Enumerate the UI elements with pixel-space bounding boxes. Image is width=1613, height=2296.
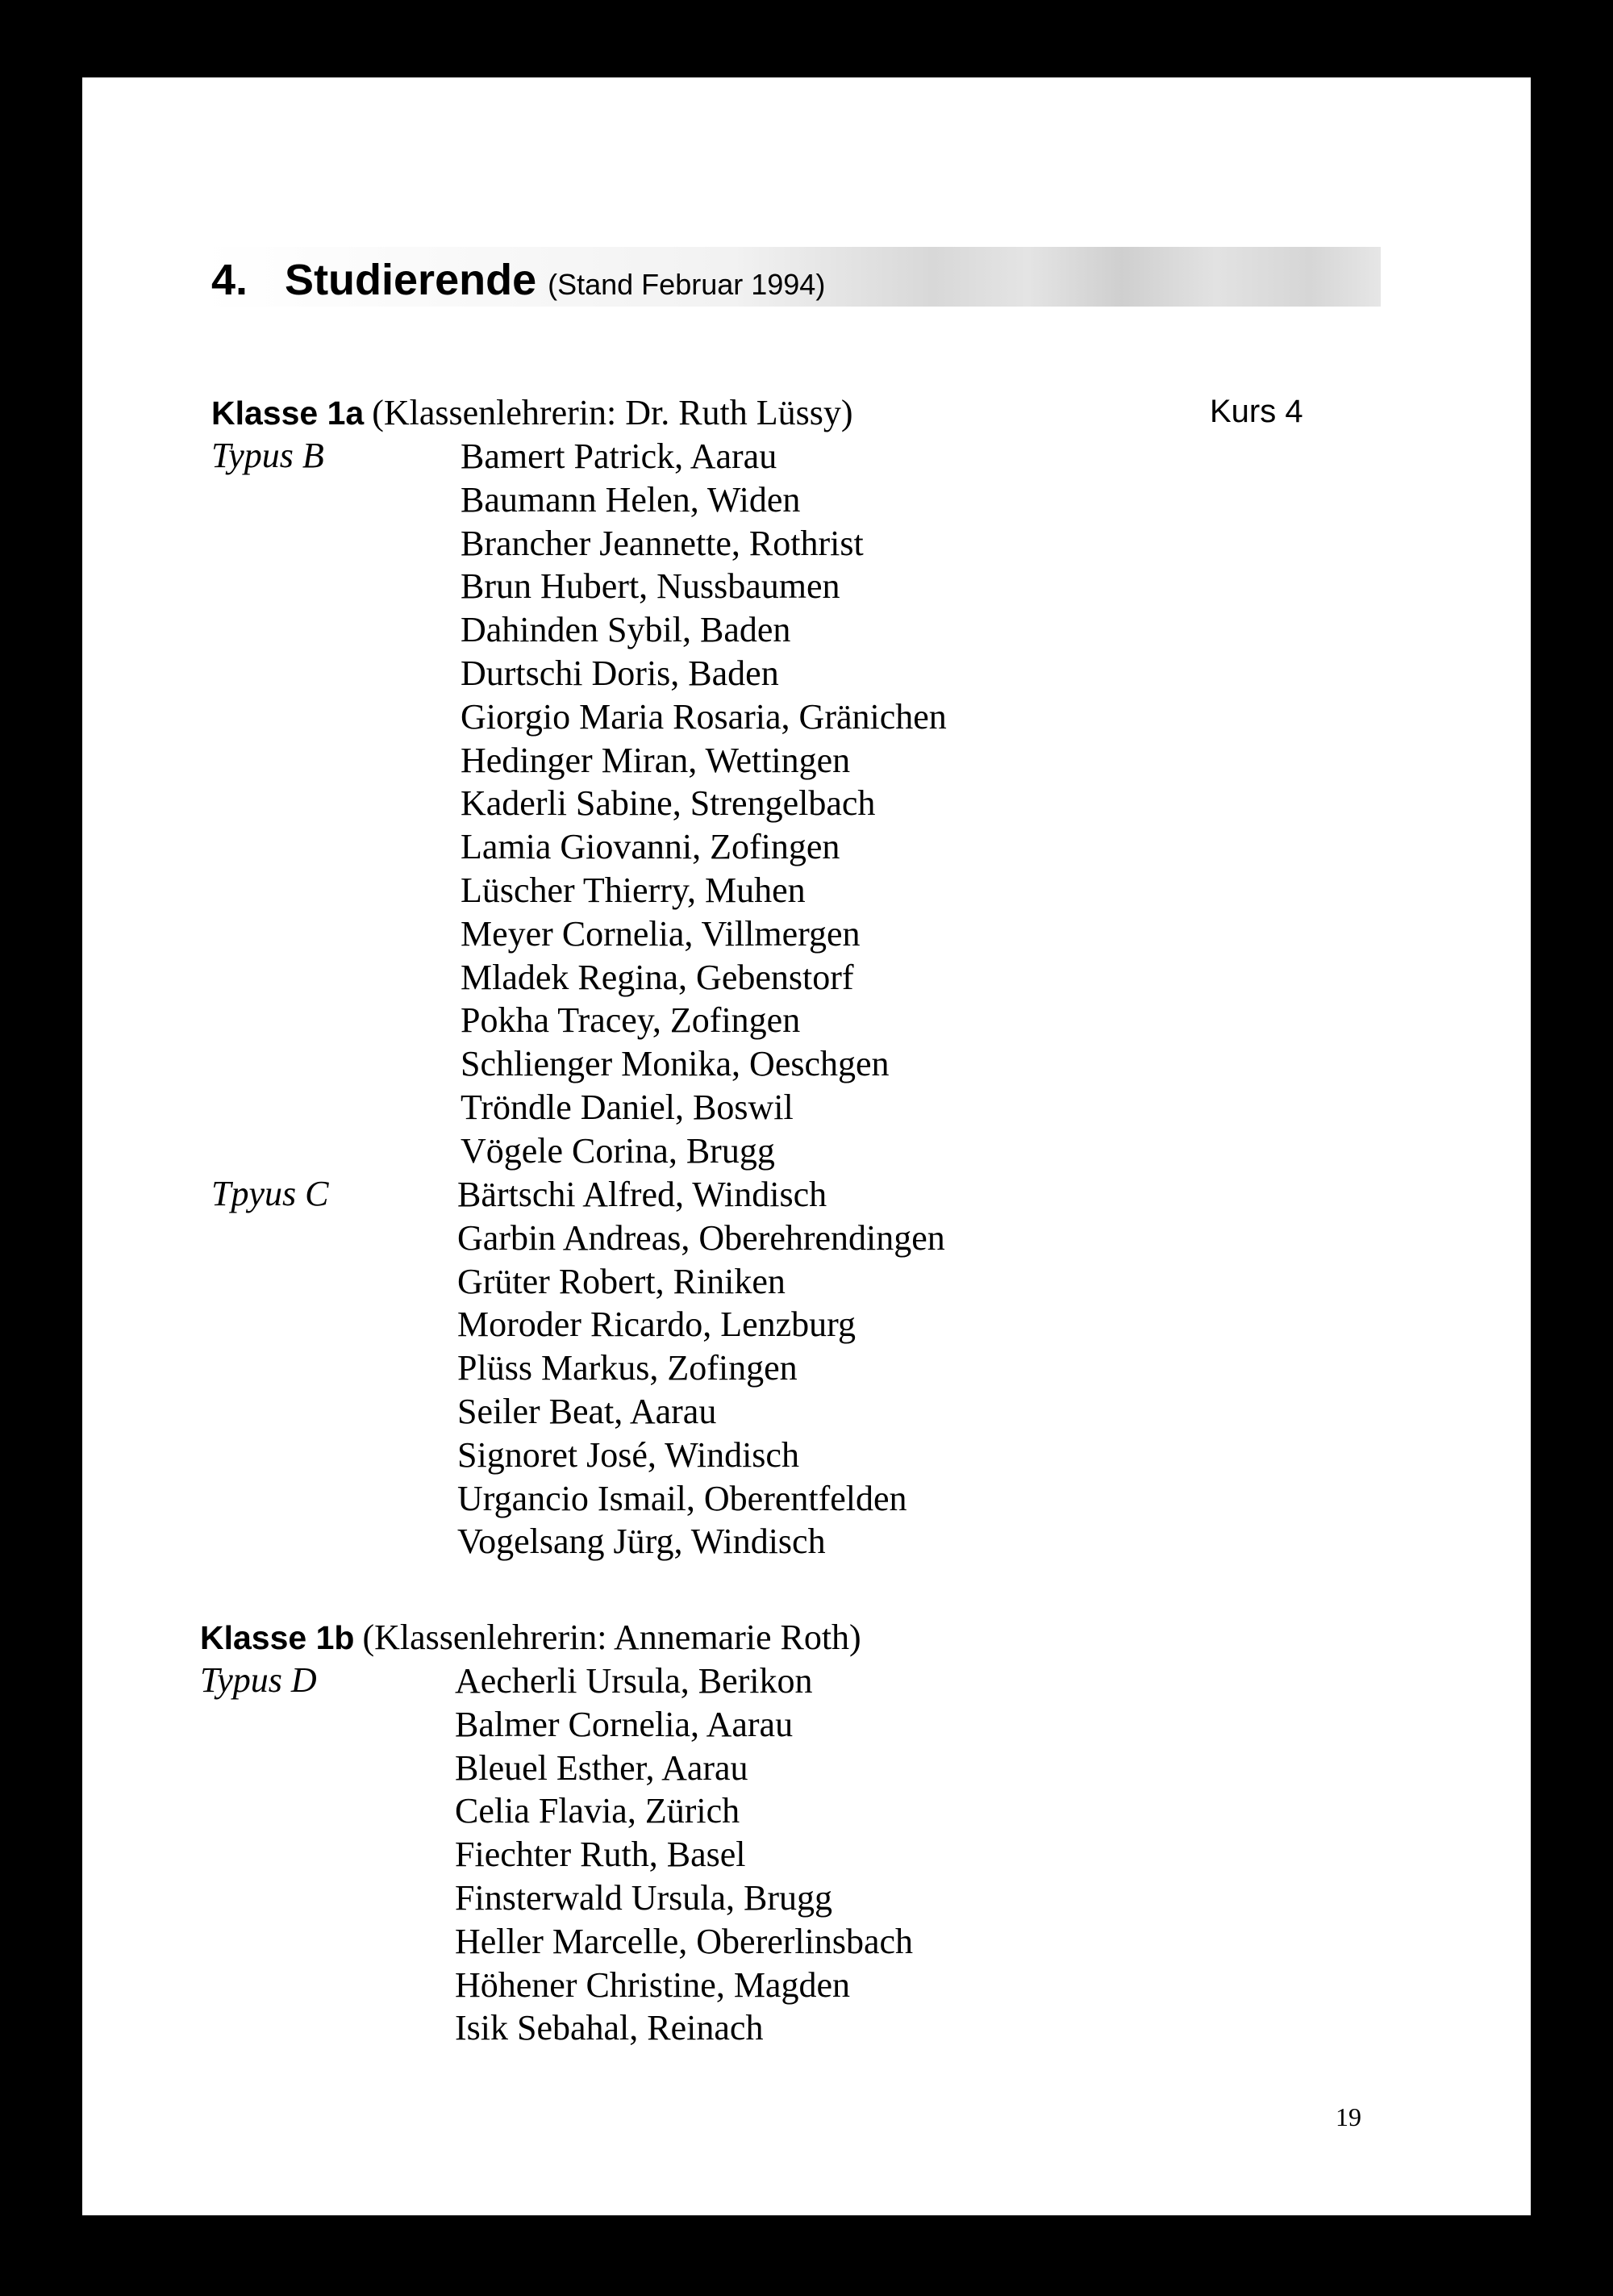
student-entry: Giorgio Maria Rosaria, Gränichen xyxy=(461,696,947,737)
student-entry: Schlienger Monika, Oeschgen xyxy=(461,1044,890,1084)
student-entry: Grüter Robert, Riniken xyxy=(457,1261,786,1301)
student-entry: Fiechter Ruth, Basel xyxy=(455,1835,746,1875)
class-1a-teacher: (Klassenlehrerin: Dr. Ruth Lüssy) xyxy=(372,393,853,432)
student-entry: Bärtschi Alfred, Windisch xyxy=(457,1175,827,1214)
student-entry: Vogelsang Jürg, Windisch xyxy=(457,1522,826,1562)
student-entry: Celia Flavia, Zürich xyxy=(455,1791,740,1831)
typus-d-student-list xyxy=(455,1659,913,2050)
class-1b-teacher: (Klassenlehrerin: Annemarie Roth) xyxy=(362,1618,861,1657)
student-entry: Durtschi Doris, Baden xyxy=(461,653,779,693)
class-1a-label: Klasse 1a xyxy=(211,394,365,432)
student-entry: Bamert Patrick, Aarau xyxy=(461,436,777,476)
section-heading xyxy=(211,255,825,305)
student-entry: Dahinden Sybil, Baden xyxy=(461,610,791,650)
student-entry: Kaderli Sabine, Strengelbach xyxy=(461,783,876,824)
student-entry: Lamia Giovanni, Zofingen xyxy=(461,827,840,867)
section-title: Studierende xyxy=(285,256,537,304)
typus-b-student-list xyxy=(461,435,947,1173)
student-entry: Hedinger Miran, Wettingen xyxy=(461,740,851,780)
student-entry: Aecherli Ursula, Berikon xyxy=(455,1661,813,1701)
student-entry: Isik Sebahal, Reinach xyxy=(455,2008,764,2048)
student-entry: Pokha Tracey, Zofingen xyxy=(461,1000,801,1041)
student-entry: Brun Hubert, Nussbaumen xyxy=(461,566,840,607)
student-entry: Seiler Beat, Aarau xyxy=(457,1391,717,1431)
section-subtitle: (Stand Februar 1994) xyxy=(548,268,826,301)
typus-b-label: Typus B xyxy=(211,436,324,475)
student-entry: Baumann Helen, Widen xyxy=(461,479,801,520)
student-entry: Lüscher Thierry, Muhen xyxy=(461,870,806,910)
student-entry: Vögele Corina, Brugg xyxy=(461,1130,775,1171)
student-entry: Balmer Cornelia, Aarau xyxy=(455,1704,794,1744)
student-entry: Garbin Andreas, Oberehrendingen xyxy=(457,1217,945,1258)
page-number: 19 xyxy=(1336,2102,1361,2131)
student-entry: Brancher Jeannette, Rothrist xyxy=(461,523,864,563)
document-page xyxy=(82,77,1531,2215)
student-entry: Heller Marcelle, Obererlinsbach xyxy=(455,1921,914,1961)
class-1a-kurs: Kurs 4 xyxy=(1210,394,1303,429)
student-entry: Mladek Regina, Gebenstorf xyxy=(461,957,854,997)
class-1b-heading xyxy=(200,1617,861,1658)
student-entry: Höhener Christine, Magden xyxy=(455,1964,850,2005)
section-number: 4. xyxy=(211,256,248,304)
student-entry: Meyer Cornelia, Villmergen xyxy=(461,913,861,954)
typus-d-label: Typus D xyxy=(200,1660,317,1700)
class-1a-heading xyxy=(211,392,853,433)
student-entry: Signoret José, Windisch xyxy=(457,1434,799,1475)
student-entry: Plüss Markus, Zofingen xyxy=(457,1348,798,1388)
student-entry: Urgancio Ismail, Oberentfelden xyxy=(457,1478,907,1518)
typus-c-student-list xyxy=(457,1173,945,1563)
student-entry: Bleuel Esther, Aarau xyxy=(455,1747,748,1788)
student-entry: Finsterwald Ursula, Brugg xyxy=(455,1877,833,1918)
student-entry: Moroder Ricardo, Lenzburg xyxy=(457,1305,857,1345)
student-entry: Tröndle Daniel, Boswil xyxy=(461,1087,794,1127)
class-1b-label: Klasse 1b xyxy=(200,1619,355,1656)
typus-c-label: Tpyus C xyxy=(211,1174,329,1213)
